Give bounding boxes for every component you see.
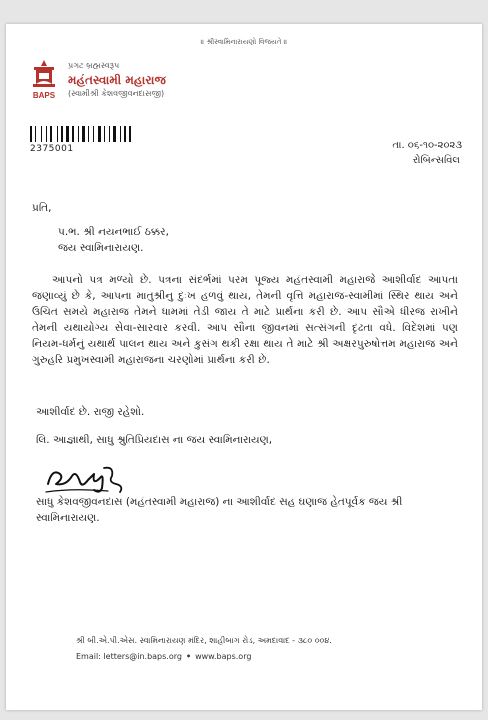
separator-dot-icon: • — [185, 652, 192, 661]
barcode-bar — [98, 126, 101, 142]
barcode-bar — [82, 126, 85, 142]
barcode-bar — [129, 126, 131, 142]
body-paragraph: આપનો પત્ર મળ્યો છે. પત્રના સંદર્ભમાં પરમ પૂજ્ય મહંતસ્વામી મહારાજે આશીર્વાદ આપતા જણાવ્યું છે કે, આપના માતુશ્રીનુ દુઃખ હળવું થાય, તેમની વૃત્તિ મહારાજ-સ્વામીમાં સ્થિર થાય અને ઉચિત સમયે મહારાજ તેમને ધામમાં તેડી જાય તે માટે પ્રાર્થના કરી છે. આપ સૌએ ધીરજ રાખીને તેમની યથાયોગ્ય સેવા-સારવાર કરવી. આપ સૌના જીવનમાં સત્સંગની દૃઢતા વધે. વિદેશમાં પણ નિયમ-ધર્મનું યથાર્થ પાલન થાય અને કુસંગ થકી રક્ષા થાય તે માટે શ્રી અક્ષરપુરુષોત્તમ મહારાજ અને ગુરુહરિ પ્રમુખસ્વામી મહારાજના ચરણોમાં પ્રાર્થના કરી છે. — [32, 274, 458, 366]
closing-line: સાધુ કેશવજીવનદાસ (મહંતસ્વામી મહારાજ) ના આશીર્વાદ સહ ઘણાજ હેતપૂર્વક જય શ્રી સ્વામિનારાયણ. — [36, 496, 403, 524]
footer-email[interactable]: Email: letters@in.baps.org — [76, 652, 182, 661]
barcode-bar — [109, 126, 110, 142]
letter-place: રોબિન્સવિલ — [412, 155, 460, 166]
barcode-bar — [61, 126, 63, 142]
greeting: જય સ્વામિનારાયણ. — [58, 242, 144, 254]
barcode-number: 2375001 — [30, 144, 74, 154]
letter-page — [6, 24, 482, 710]
barcode-bar — [35, 126, 36, 142]
barcode-bar — [88, 126, 89, 142]
barcode-bar — [104, 126, 105, 142]
barcode-bar — [93, 126, 94, 142]
letterhead-subtitle: (સ્વામીશ્રી કેશવજીવનદાસજી) — [68, 89, 165, 98]
barcode-bar — [124, 126, 126, 142]
barcode-bar — [50, 126, 52, 142]
signature-icon — [42, 458, 138, 498]
barcode — [30, 126, 162, 142]
barcode-bar — [78, 126, 79, 142]
footer-address: શ્રી બી.એ.પી.એસ. સ્વામિનારાયણ મંદિર, શાહીબાગ રોડ, અમદાવાદ - ૩૮૦ ૦૦૪. — [76, 636, 332, 645]
footer-website[interactable]: www.baps.org — [195, 652, 252, 661]
barcode-bar — [113, 126, 116, 142]
letter-date: તા. ૦૬-૧૦-૨૦૨૩ — [392, 140, 462, 151]
org-prefix: પ્રગટ બ્રહ્મસ્વરૂપ — [68, 61, 120, 70]
barcode-bar — [46, 126, 47, 142]
barcode-bar — [41, 126, 42, 142]
salutation-prefix: પ્રતિ, — [32, 202, 52, 214]
authority-line: લિ. આજ્ઞાથી, સાધુ શ્રુતિપ્રિયદાસ ના જય સ્વામિનારાયણ, — [36, 434, 273, 446]
barcode-bar — [57, 126, 58, 142]
barcode-bar — [120, 126, 121, 142]
invocation-line: ॥ શ્રીસ્વામિનારાયણો વિજયતે ॥ — [200, 38, 288, 46]
baps-logo-icon — [30, 58, 58, 102]
blessing-line: આશીર્વાદ છે. રાજી રહેશો. — [36, 406, 145, 418]
footer-contacts — [76, 652, 251, 661]
letterhead-name: મહંતસ્વામી મહારાજ — [68, 73, 166, 87]
logo-text: BAPS — [32, 91, 56, 100]
barcode-bar — [72, 126, 74, 142]
barcode-bar — [66, 126, 69, 142]
letterhead-block — [68, 60, 166, 100]
recipient-name: પ.ભ. શ્રી નયનભાઈ ઠક્કર, — [58, 226, 169, 238]
barcode-bar — [30, 126, 32, 142]
